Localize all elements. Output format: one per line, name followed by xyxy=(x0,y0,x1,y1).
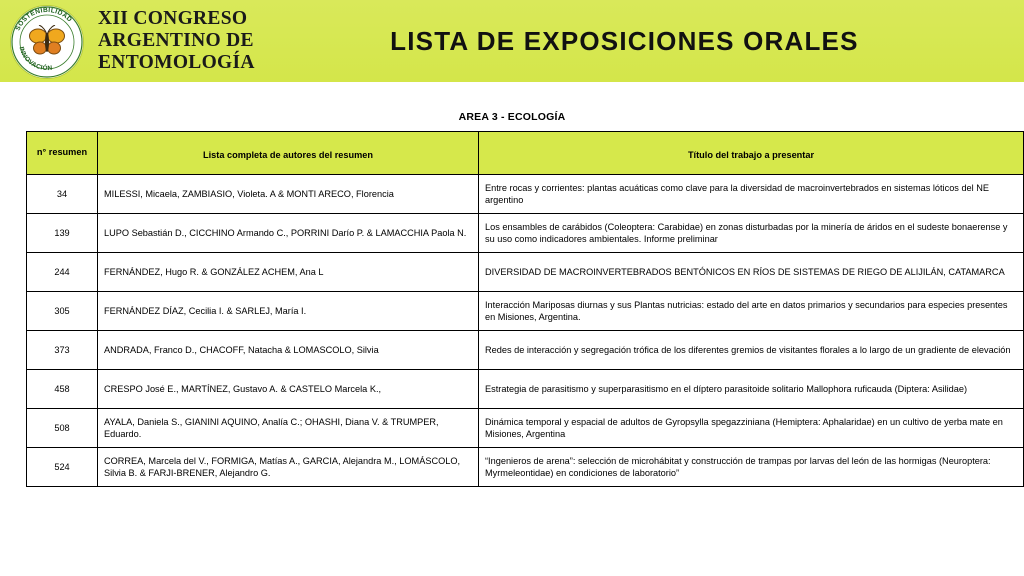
butterfly-icon xyxy=(28,25,66,59)
table-row xyxy=(27,370,1024,409)
table-row xyxy=(27,214,1024,253)
table-row xyxy=(27,331,1024,370)
expositions-table xyxy=(26,131,1024,487)
cell-authors: FERNÁNDEZ, Hugo R. & GONZÁLEZ ACHEM, Ana L xyxy=(98,253,479,292)
cell-authors: LUPO Sebastián D., CICCHINO Armando C., PORRINI Darío P. & LAMACCHIA Paola N. xyxy=(98,214,479,253)
table-header xyxy=(27,132,1024,175)
column-header-authors: Lista completa de autores del resumen xyxy=(98,132,479,175)
svg-text:INNOVACIÓN: INNOVACIÓN xyxy=(17,46,53,73)
congress-title-line1: XII CONGRESO xyxy=(98,8,248,30)
cell-number: 524 xyxy=(27,448,98,487)
table-header-row xyxy=(27,132,1024,175)
cell-title: Redes de interacción y segregación trófica de los diferentes gremios de visitantes florales a lo largo de un gradiente de elevación xyxy=(479,331,1024,370)
cell-title: “Ingenieros de arena”: selección de microhábitat y construcción de trampas por larvas del león de las hormigas (Neuroptera: Myrmeleontidae) en condiciones de laboratorio” xyxy=(479,448,1024,487)
congress-title xyxy=(98,8,255,73)
table-container xyxy=(0,131,1024,487)
area-label: AREA 3 - ECOLOGÍA xyxy=(458,111,566,123)
cell-number: 244 xyxy=(27,253,98,292)
congress-title-line3: ENTOMOLOGÍA xyxy=(98,51,255,73)
cell-title: Los ensambles de carábidos (Coleoptera: Carabidae) en zonas disturbadas por la minería de áridos en el sudeste bonaerense y su uso como indicadores ambientales. Informe preliminar xyxy=(479,214,1024,253)
congress-logo xyxy=(4,1,92,81)
cell-number: 34 xyxy=(27,175,98,214)
table-row xyxy=(27,175,1024,214)
svg-text:SOSTENIBILIDAD: SOSTENIBILIDAD xyxy=(14,6,74,32)
cell-authors: CRESPO José E., MARTÍNEZ, Gustavo A. & CASTELO Marcela K., xyxy=(98,370,479,409)
cell-number: 508 xyxy=(27,409,98,448)
cell-number: 139 xyxy=(27,214,98,253)
cell-authors: AYALA, Daniela S., GIANINI AQUINO, Analía C.; OHASHI, Diana V. & TRUMPER, Eduardo. xyxy=(98,409,479,448)
table-row xyxy=(27,253,1024,292)
cell-authors: CORREA, Marcela del V., FORMIGA, Matías A., GARCIA, Alejandra M., LOMÁSCOLO, Silvia B. & FARJI-BRENER, Alejandro G. xyxy=(98,448,479,487)
cell-number: 458 xyxy=(27,370,98,409)
cell-authors: FERNÁNDEZ DÍAZ, Cecilia I. & SARLEJ, María I. xyxy=(98,292,479,331)
cell-title: Estrategia de parasitismo y superparasitismo en el díptero parasitoide solitario Mallophora ruficauda (Diptera: Asilidae) xyxy=(479,370,1024,409)
page-title: LISTA DE EXPOSICIONES ORALES xyxy=(390,25,859,56)
congress-title-line2: ARGENTINO DE xyxy=(98,30,254,52)
table-row xyxy=(27,448,1024,487)
page-header xyxy=(0,0,1024,82)
column-header-number: n° resumen xyxy=(27,132,98,175)
cell-number: 373 xyxy=(27,331,98,370)
column-header-title: Título del trabajo a presentar xyxy=(479,132,1024,175)
cell-number: 305 xyxy=(27,292,98,331)
cell-title: Entre rocas y corrientes: plantas acuáticas como clave para la diversidad de macroinvertebrados en sistemas lóticos del NE argentino xyxy=(479,175,1024,214)
table-body xyxy=(27,175,1024,487)
cell-authors: ANDRADA, Franco D., CHACOFF, Natacha & LOMASCOLO, Silvia xyxy=(98,331,479,370)
cell-authors: MILESSI, Micaela, ZAMBIASIO, Violeta. A & MONTI ARECO, Florencia xyxy=(98,175,479,214)
table-row xyxy=(27,292,1024,331)
cell-title: DIVERSIDAD DE MACROINVERTEBRADOS BENTÓNICOS EN RÍOS DE SISTEMAS DE RIEGO DE ALIJILÁN, CATAMARCA xyxy=(479,253,1024,292)
table-row xyxy=(27,409,1024,448)
cell-title: Dinámica temporal y espacial de adultos de Gyropsylla spegazziniana (Hemiptera: Aphalaridae) en un cultivo de yerba mate en Misiones, Argentina xyxy=(479,409,1024,448)
cell-title: Interacción Mariposas diurnas y sus Plantas nutricias: estado del arte en datos primarios y secundarios para especies presentes en Misiones, Argentina. xyxy=(479,292,1024,331)
